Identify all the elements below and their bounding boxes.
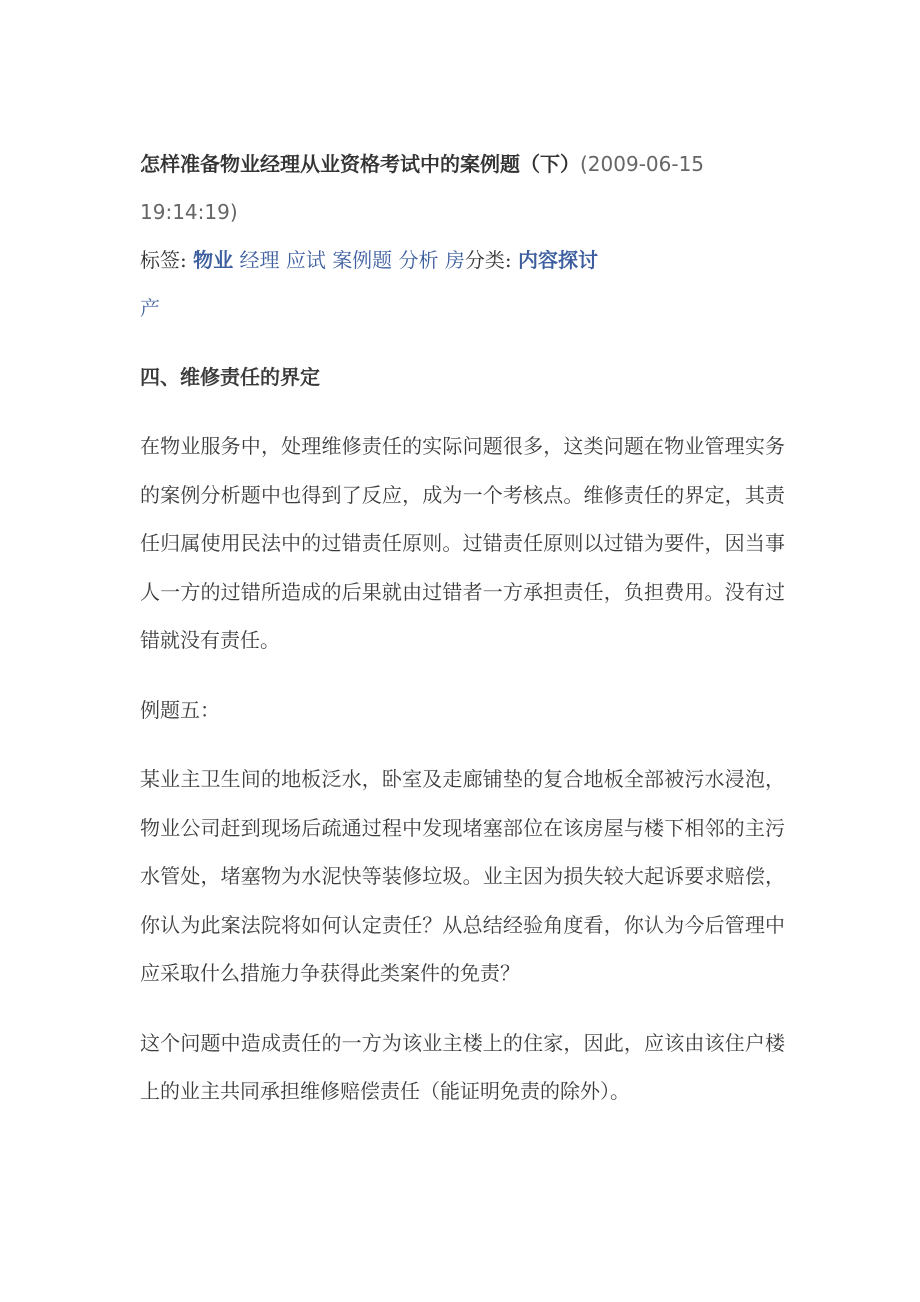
tag-link[interactable]: 案例题 xyxy=(332,248,393,272)
tag-link[interactable]: 物业 xyxy=(193,248,234,272)
section-heading: 四、维修责任的界定 xyxy=(140,365,320,389)
tag-link[interactable]: 分析 xyxy=(398,248,439,272)
timestamp-date: (2009-06-15 xyxy=(580,152,705,176)
article-title: 怎样准备物业经理从业资格考试中的案例题（下） xyxy=(140,152,580,176)
tag-link[interactable]: 产 xyxy=(140,296,160,320)
tag-link[interactable]: 房 xyxy=(444,248,465,272)
tag-link[interactable]: 经理 xyxy=(239,248,280,272)
category-label: 分类: xyxy=(464,248,512,272)
article-page xyxy=(140,140,785,1116)
article-header xyxy=(140,140,785,236)
paragraph-intro: 在物业服务中，处理维修责任的实际问题很多，这类问题在物业管理实务的案例分析题中也得到了反应，成为一个考核点。维修责任的界定，其责任归属使用民法中的过错责任原则。过错责任原则以过错为要件，因当事人一方的过错所造成的后果就由过错者一方承担责任，负担费用。没有过错就没有责任。 xyxy=(140,434,785,652)
timestamp-time: 19:14:19) xyxy=(140,200,238,224)
tags-label: 标签: xyxy=(140,248,187,272)
example-question: 某业主卫生间的地板泛水，卧室及走廊铺垫的复合地板全部被污水浸泡，物业公司赶到现场后疏通过程中发现堵塞部位在该房屋与楼下相邻的主污水管处，堵塞物为水泥快等装修垃圾。业主因为损失较大起诉要求赔偿，你认为此案法院将如何认定责任？从总结经验角度看，你认为今后管理中应采取什么措施力争获得此类案件的免责？ xyxy=(140,767,785,985)
category-link[interactable]: 内容探讨 xyxy=(518,248,599,272)
tags-row xyxy=(140,236,650,332)
tag-link[interactable]: 应试 xyxy=(285,248,326,272)
example-answer: 这个问题中造成责任的一方为该业主楼上的住家，因此，应该由该住户楼上的业主共同承担维修赔偿责任（能证明免责的除外）。 xyxy=(140,1030,785,1103)
example-label: 例题五： xyxy=(140,697,220,722)
